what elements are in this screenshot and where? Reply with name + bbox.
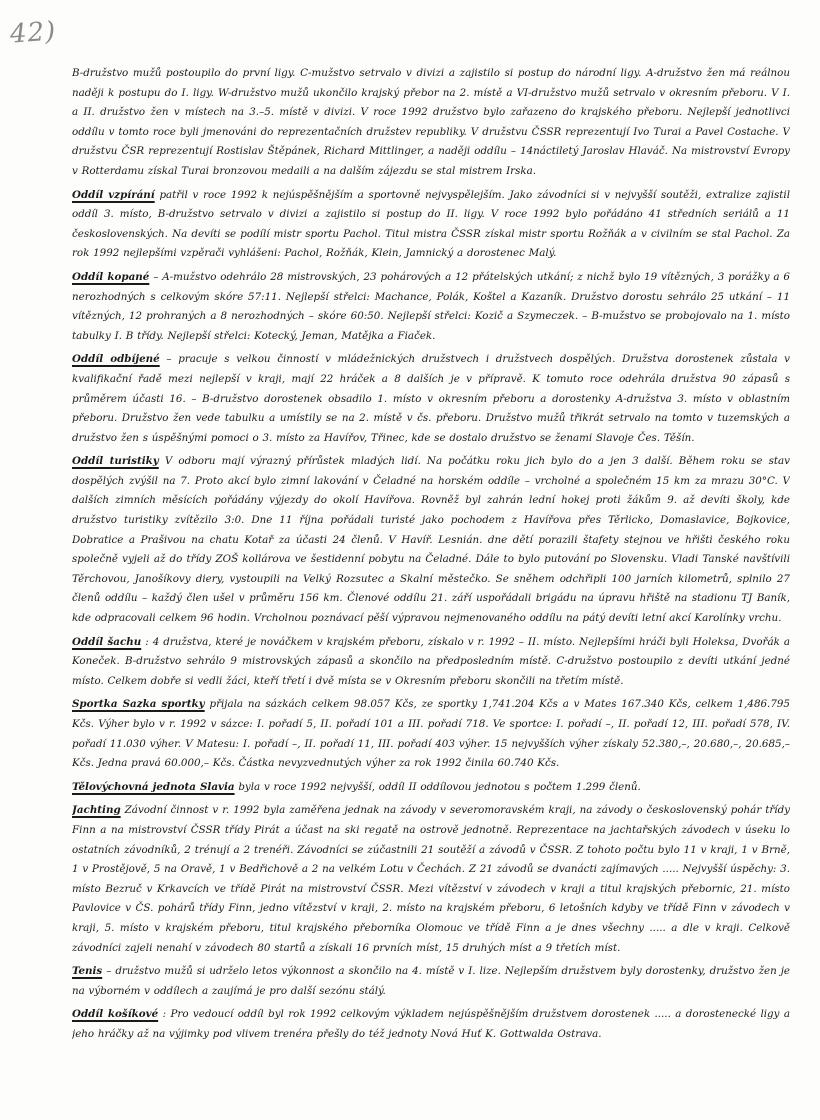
section-text: Závodní činnost v r. 1992 byla zaměřena jednak na závody v severomoravském kraji, na závody o československý pohár třídy Finn a na mistrovství ČSSR třídy Pirát a účast na ski regatě na ostrově jednotně. Reprezentace na jachtařských závodech v úseku lo ostatních závodníků, 2 trénují a 2 trenéři. Závodníci se zúčastnili 21 soutěží a závodů v ČSSR. Z tohoto počtu bylo 11 v kraji, 1 v Brně, 1 v Prostějově, 5 na Oravě, 1 v Bedřichově a 2 na velkém Lotu v Čechách. Z 21 závodů se dvanácti zajímavých ..... Nejvyšší úspěchy: 3. místo Bezruč v Krkavcích ve třídě Pirát na mistrovství ČSSR. Mezi vítězství v závodech v kraji a titul krajských přebornic, 21. místo Pavlovice v ČS. pohárů třídy Finn, jedno vítězství v kraji, 2. místo na krajském přeboru, 6 letošních kdyby ve třídě Finn v závodech v kraji, 5. místo v krajském přeboru, titul krajského přeborníka Olomouc ve třídě Finn a je dnes všechny ..... a dle v kraji. Celkově závodníci zajeli nenahí v závodech 80 startů a získali 16 prvních míst, 15 druhých míst a 9 třetích míst. <box>72 804 790 954</box>
section-text: byla v roce 1992 nejvyšší, oddíl II oddílovou jednotou s počtem 1.299 členů. <box>238 780 641 793</box>
section-vzpirani <box>72 186 790 264</box>
section-sachy <box>72 633 790 692</box>
section-text: – pracuje s velkou činností v mládežnických družstvech i družstvech dospělých. Družstva dorostenek zůstala v kvalifikační řadě mezi nejlepší v kraji, mají 22 hráček a 8 dalších je v přípravě. K tomuto roce odehrála družstva 90 zápasů s průměrem účasti 16. – B-družstvo dorostenek obsadilo 1. místo v okresním přeboru a dorostenky A-družstva 3. místo v oblastním přeboru. Družstvo žen vede tabulku a umístily se na 2. místě v čs. přeboru. Družstvo mužů třikrát setrvalo na tomto v tuzemských a družstvo žen s úspěšnými pomoci o 3. místo za Havířov, Třinec, kde se dostalo družstvo se ženami Slavoje Čes. Těšín. <box>72 353 790 444</box>
section-text: : Pro vedoucí oddíl byl rok 1992 celkovým výkladem nejúspěšnějším družstvem dorostenek ..... a dorostenecké ligy a jeho hráčky až na výjimky pod vlivem trenéra přešly do též jednoty Nová Huť K. Gottwalda Ostrava. <box>72 1008 790 1040</box>
section-text: – A-mužstvo odehrálo 28 mistrovských, 23 pohárových a 12 přátelských utkání; z nichž bylo 19 vítězných, 3 porážky a 6 nerozhodných s celkovým skóre 57:11. Nejlepší střelci: Machance, Polák, Koštel a Kazaník. Družstvo dorostu sehrálo 25 utkání – 11 vítězných, 12 prohraných a 8 nerozhodných – skóre 60:50. Nejlepší střelci: Kozič a Szymeczek. – B-mužstvo se probojovalo na 1. místo tabulky I. B třídy. Nejlepší střelci: Kotecký, Jeman, Matějka a Fiaček. <box>72 270 790 342</box>
section-text: : 4 družstva, které je nováčkem v krajském přeboru, získalo v r. 1992 – II. místo. Nejlepšími hráči byli Holeksa, Dvořák a Koneček. B-družstvo sehrálo 9 mistrovských zápasů a skončilo na předposledním místě. C-družstvo postoupilo z devíti utkání jedné místo. Celkem dobře si vedli žáci, kteří třetí i dvě místa se v Okresním přeboru skončili na třetím místě. <box>72 635 790 687</box>
handwritten-text-area <box>72 64 790 1110</box>
section-heading: Oddíl turistiky <box>72 455 159 468</box>
section-odbijena <box>72 350 790 448</box>
section-heading: Tenis <box>72 965 103 978</box>
section-turistika <box>72 452 790 628</box>
page-number: 42) <box>9 16 58 50</box>
section-text: patřil v roce 1992 k nejúspěšnějším a sportovně nejvyspělejším. Jako závodníci si v nejvyšší soutěži, extralize zajistil oddíl 3. místo, B-družstvo setrvalo v divizi a zajistilo si postup do II. ligy. V roce 1992 bylo pořádáno 41 středních seriálů a 11 československých. Na devíti se podílí mistr sportu Pachol. Titul mistra ČSSR získal mistr sportu Rožňák a v civilním se stal Pachol. Za rok 1992 nejlepšími vzpěrači vyhlášeni: Pachol, Rožňák, Klein, Jamnický a dorostenec Malý. <box>72 188 790 260</box>
section-text: V odboru mají výrazný přírůstek mladých lidí. Na počátku roku jich bylo do a jen 3 další. Během roku se stav dospělých zvýšil na 7. Proto akcí bylo zimní lakování v Čeladné na horském oddíle – vrcholné a společném 15 km za mrazu 30°C. V dalších zimních měsících pořádány výjezdy do okolí Havířova. Rovněž byl zahrán lední hokej proti žákům 9. až devíti školy, kde družstvo turistiky zvítězilo 3:0. Dne 11 října pořádali turisté jako pochodem z Havířova přes Těrlicko, Domaslavice, Bojkovice, Dobratice a Prašivou na chatu Kotař za účasti 24 členů. V Havíř. Lesnián. dne dětí porazili štafety stejnou ve hřišti českého roku společně vyjeli až do třídy ZOŠ kollárova ve šestidenní pobytu na Čeladné. Dále to bylo putování po Slovensku. Vladi Tanské navštívili Těrchovou, Janošíkovy diery, vystoupili na Velký Rozsutec a Skalní městečko. Se sněhem odchřipli 100 jarních kilometrů, splnilo 27 členů oddílu – každý člen ušel v průměru 156 km. Členové oddílu 21. září uspořádali brigádu na úpravu hřiště na stadionu TJ Baník, kde odpracovali celkem 96 hodin. Vrcholnou poznávací pěší výpravou nejmenovaného oddílu na pátý devíti letní akcí Karolínky vrchu. <box>72 455 790 625</box>
section-heading: Sportka Sazka sportky <box>72 698 205 711</box>
section-text: přijala na sázkách celkem 98.057 Kčs, ze sportky 1,741.204 Kčs a v Mates 167.340 Kčs, celkem 1,486.795 Kčs. Výher bylo v r. 1992 v sázce: I. pořadí 5, II. pořadí 101 a III. pořadí 718. Ve sportce: I. pořadí –, II. pořadí 12, III. pořadí 578, IV. pořadí 11.030 výher. V Matesu: I. pořadí –, II. pořadí 11, III. pořadí 403 výher. 15 nejvyšších výher získaly 52.380,–, 20.680,–, 20.685,– Kčs. Jedna pravá 60.000,– Kčs. Částka nevyzvednutých výher za rok 1992 činila 60.740 Kčs. <box>72 698 790 770</box>
section-heading: Tělovýchovná jednota Slavia <box>72 780 235 793</box>
section-heading: Oddíl vzpírání <box>72 188 155 201</box>
section-sazka <box>72 695 790 773</box>
section-telovychovna-jednota <box>72 778 790 798</box>
section-kosikova <box>72 1005 790 1044</box>
section-heading: Oddíl košíkové <box>72 1008 159 1021</box>
section-heading: Jachting <box>72 804 121 817</box>
section-tenis <box>72 962 790 1001</box>
section-text: B-družstvo mužů postoupilo do první ligy. C-mužstvo setrvalo v divizi a zajistilo si postup do národní ligy. A-družstvo žen má reálnou naději k postupu do I. ligy. W-družstvo mužů ukončilo krajský přebor na 2. místě a VI-družstvo mužů setrvalo v okresním přeboru. V I. a II. družstvo žen v místech na 3.–5. místě v divizi. V roce 1992 družstvo bylo zařazeno do krajského přeboru. Nejlepší jednotlivci oddílu v tomto roce byli jmenováni do reprezentačních družstev republiky. V družstvu ČSSR reprezentují Ivo Turai a Pavel Costache. V družstvu ČSR reprezentují Rostislav Štěpánek, Richard Mittlinger, a naději oddílu – 14náctiletý Jaroslav Hlaváč. Na mistrovství Evropy v Rotterdamu získal Turai bronzovou medaili a na dalším zájezdu se stal mistrem Irska. <box>72 67 790 177</box>
section-text: – družstvo mužů si udrželo letos výkonnost a skončilo na 4. místě v I. lize. Nejlepším družstvem byly dorostenky, družstvo žen je na výborném v oddílech a zaujímá je pro další sezónu stálý. <box>72 965 790 997</box>
section-heading: Oddíl kopané <box>72 270 150 283</box>
section-intro <box>72 64 790 182</box>
section-jachting <box>72 801 790 958</box>
section-kopana <box>72 268 790 346</box>
section-heading: Oddíl šachu <box>72 635 142 648</box>
section-heading: Oddíl odbíjené <box>72 353 160 366</box>
